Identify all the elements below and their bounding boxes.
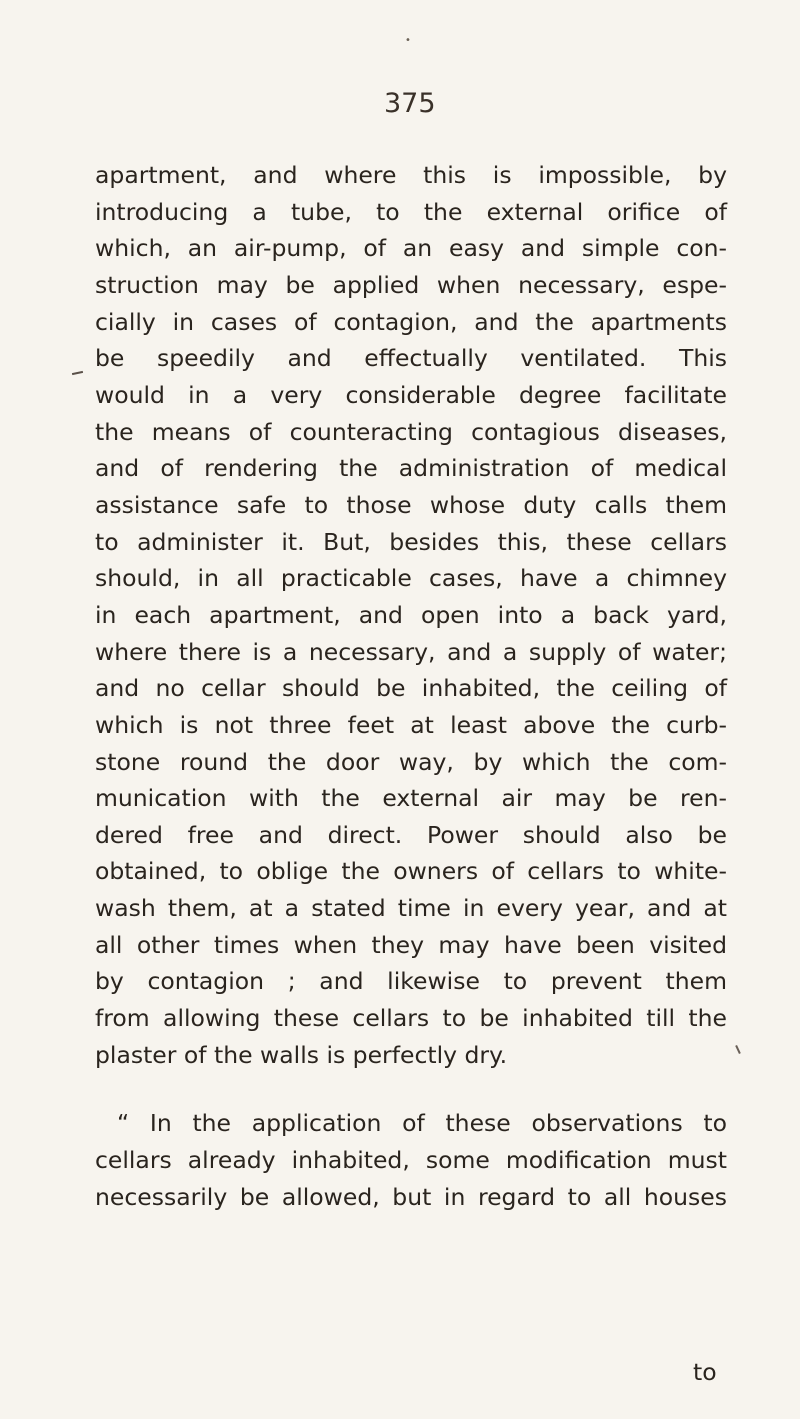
paragraph-gap — [95, 1073, 727, 1105]
text-line: dered free and direct. Power should also be — [95, 820, 727, 849]
text-line: necessarily be allowed, but in regard to all houses — [95, 1182, 727, 1211]
text-line: from allowing these cellars to be inhabited till the — [95, 1004, 727, 1033]
catchword: to — [693, 1358, 717, 1386]
text-line: to administer it. But, besides this, these cellars — [95, 527, 727, 556]
text-line: and of rendering the administration of medical — [95, 454, 727, 483]
text-line: stone round the door way, by which the com- — [95, 747, 727, 776]
text-line: munication with the external air may be ren- — [95, 784, 727, 813]
paragraph — [95, 1105, 727, 1215]
text-line: by contagion ; and likewise to prevent them — [95, 967, 727, 996]
text-line: would in a very considerable degree facilitate — [95, 380, 727, 409]
text-line: obtained, to oblige the owners of cellars to white- — [95, 857, 727, 886]
text-line: the means of counteracting contagious diseases, — [95, 417, 727, 446]
margin-mark — [735, 1045, 741, 1054]
paragraph — [95, 157, 727, 1073]
text-line: assistance safe to those whose duty calls them — [95, 490, 727, 519]
text-line: apartment, and where this is impossible, by — [95, 161, 727, 189]
ink-speck: • — [405, 35, 411, 46]
text-line: in each apartment, and open into a back yard, — [95, 600, 727, 629]
text-line: be speedily and effectually ventilated. This — [95, 344, 727, 373]
page-number: 375 — [384, 88, 436, 119]
text-line: and no cellar should be inhabited, the ceiling of — [95, 674, 727, 703]
text-line: which, an air-pump, of an easy and simple con- — [95, 234, 727, 263]
text-line: cellars already inhabited, some modification must — [95, 1146, 727, 1175]
body-text — [95, 157, 727, 1215]
text-line: plaster of the walls is perfectly dry. — [95, 1040, 508, 1069]
margin-mark — [72, 371, 83, 375]
text-line: should, in all practicable cases, have a chimney — [95, 564, 727, 593]
text-line: cially in cases of contagion, and the apartments — [95, 307, 727, 336]
text-line: wash them, at a stated time in every year, and at — [95, 894, 727, 923]
text-line: which is not three feet at least above the curb- — [95, 710, 727, 739]
text-line: introducing a tube, to the external orifice of — [95, 197, 727, 226]
text-line: all other times when they may have been visited — [95, 930, 727, 959]
text-line: “ In the application of these observations to — [117, 1109, 727, 1138]
text-line: where there is a necessary, and a supply of water; — [95, 637, 727, 666]
text-line: struction may be applied when necessary, espe- — [95, 270, 727, 299]
